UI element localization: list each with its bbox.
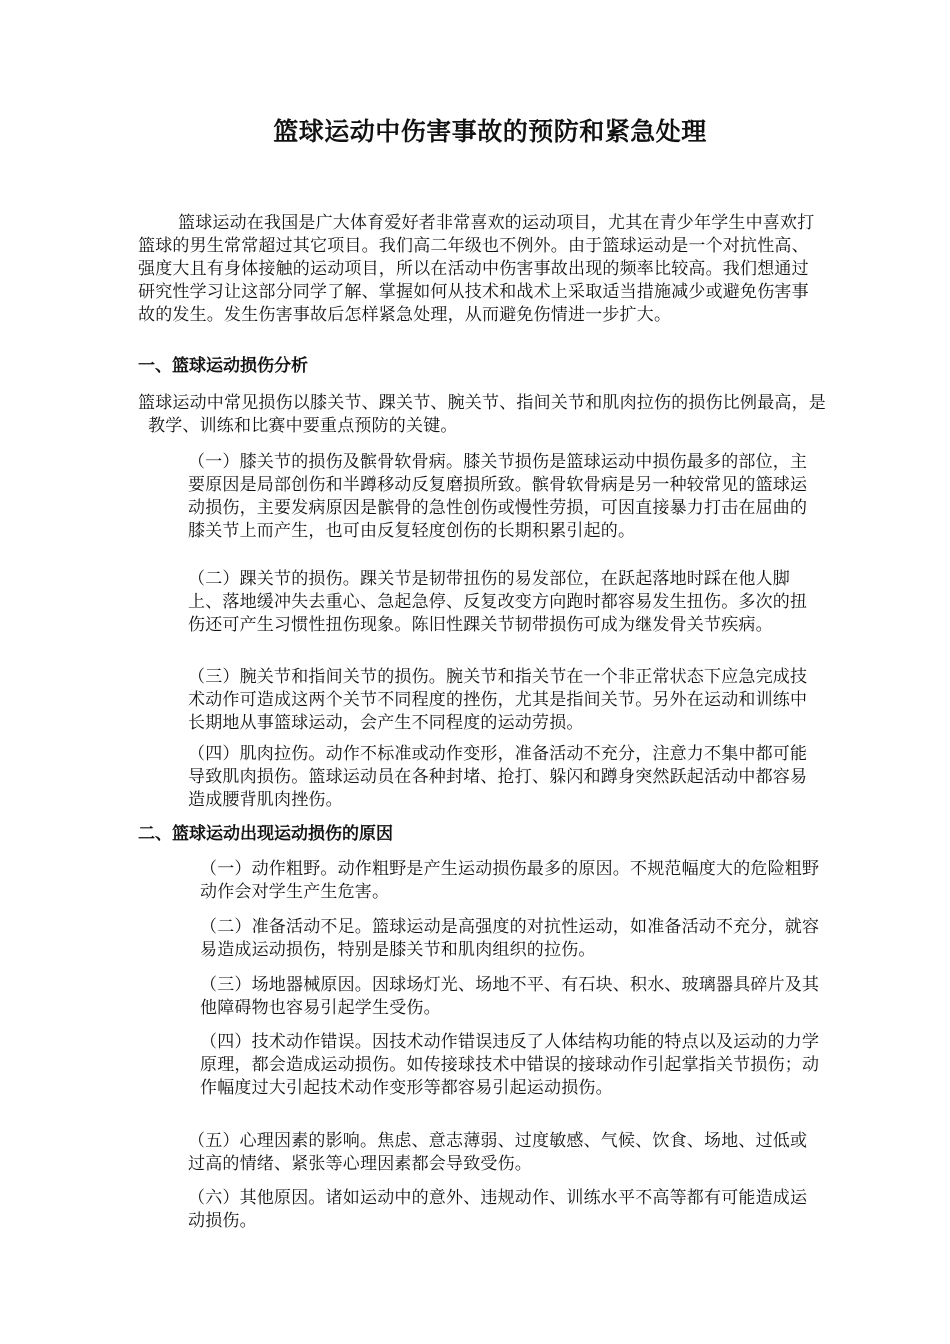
section1-heading: 一、篮球运动损伤分析	[138, 356, 308, 376]
section2-item-3-text: （三）场地器械原因。因球场灯光、场地不平、有石块、积水、玻璃器具碎片及其他障碍物也容易引起学生受伤。	[200, 975, 820, 1018]
section2-item-2-text: （二）准备活动不足。篮球运动是高强度的对抗性运动，如准备活动不充分，就容易造成运动损伤，特别是膝关节和肌肉组织的拉伤。	[200, 917, 820, 960]
section2-heading: 二、篮球运动出现运动损伤的原因	[138, 824, 393, 844]
section2-item-3	[148, 974, 822, 1020]
section2-item-4	[148, 1031, 822, 1100]
section2-item-4-text: （四）技术动作错误。因技术动作错误违反了人体结构功能的特点以及运动的力学原理，都会造成运动损伤。如传接球技术中错误的接球动作引起掌指关节损伤；动作幅度过大引起技术动作变形等都容易引起运动损伤。	[200, 1032, 820, 1098]
section1-lead-paragraph: 篮球运动中常见损伤以膝关节、踝关节、腕关节、指间关节和肌肉拉伤的损伤比例最高，是教学、训练和比赛中要重点预防的关键。	[138, 393, 826, 436]
section1-item-3-text: （三）腕关节和指间关节的损伤。腕关节和指关节在一个非正常状态下应急完成技术动作可造成这两个关节不同程度的挫伤，尤其是指间关节。另外在运动和训练中长期地从事篮球运动，会产生不同程度的运动劳损。	[188, 667, 808, 733]
section2-item-2	[148, 916, 822, 962]
section2-item-5-text: （五）心理因素的影响。焦虑、意志薄弱、过度敏感、气候、饮食、场地、过低或过高的情绪、紧张等心理因素都会导致受伤。	[188, 1131, 808, 1174]
section1-item-2	[148, 568, 822, 637]
section1-item-4	[148, 743, 822, 812]
section2-item-5	[148, 1130, 822, 1176]
section1-item-2-text: （二）踝关节的损伤。踝关节是韧带扭伤的易发部位，在跃起落地时踩在他人脚上、落地缓冲失去重心、急起急停、反复改变方向跑时都容易发生扭伤。多次的扭伤还可产生习惯性扭伤现象。陈旧性踝关节韧带损伤可成为继发骨关节疾病。	[188, 569, 808, 635]
section1-item-3	[148, 666, 822, 735]
section2-item-6	[148, 1187, 822, 1233]
section2-item-6-text: （六）其他原因。诸如运动中的意外、违规动作、训练水平不高等都有可能造成运动损伤。	[188, 1188, 808, 1231]
section1-item-4-text: （四）肌肉拉伤。动作不标准或动作变形，准备活动不充分，注意力不集中都可能导致肌肉损伤。篮球运动员在各种封堵、抢打、躲闪和蹲身突然跃起活动中都容易造成腰背肌肉挫伤。	[188, 744, 808, 810]
intro-paragraph: 篮球运动在我国是广大体育爱好者非常喜欢的运动项目，尤其在青少年学生中喜欢打篮球的男生常常超过其它项目。我们高二年级也不例外。由于篮球运动是一个对抗性高、强度大且有身体接触的运动项目，所以在活动中伤害事故出现的频率比较高。我们想通过研究性学习让这部分同学了解、掌握如何从技术和战术上采取适当措施减少或避免伤害事故的发生。发生伤害事故后怎样紧急处理，从而避免伤情进一步扩大。	[138, 213, 815, 325]
document-title: 篮球运动中伤害事故的预防和紧急处理	[273, 117, 707, 146]
section1-item-1-text: （一）膝关节的损伤及髌骨软骨病。膝关节损伤是篮球运动中损伤最多的部位，主要原因是局部创伤和半蹲移动反复磨损所致。髌骨软骨病是另一种较常见的篮球运动损伤，主要发病原因是髌骨的急性创伤或慢性劳损，可因直接暴力打击在屈曲的膝关节上而产生，也可由反复轻度创伤的长期积累引起的。	[188, 452, 808, 541]
section2-item-1	[148, 858, 822, 904]
section1-item-1	[148, 451, 822, 543]
section2-item-1-text: （一）动作粗野。动作粗野是产生运动损伤最多的原因。不规范幅度大的危险粗野动作会对学生产生危害。	[200, 859, 820, 902]
